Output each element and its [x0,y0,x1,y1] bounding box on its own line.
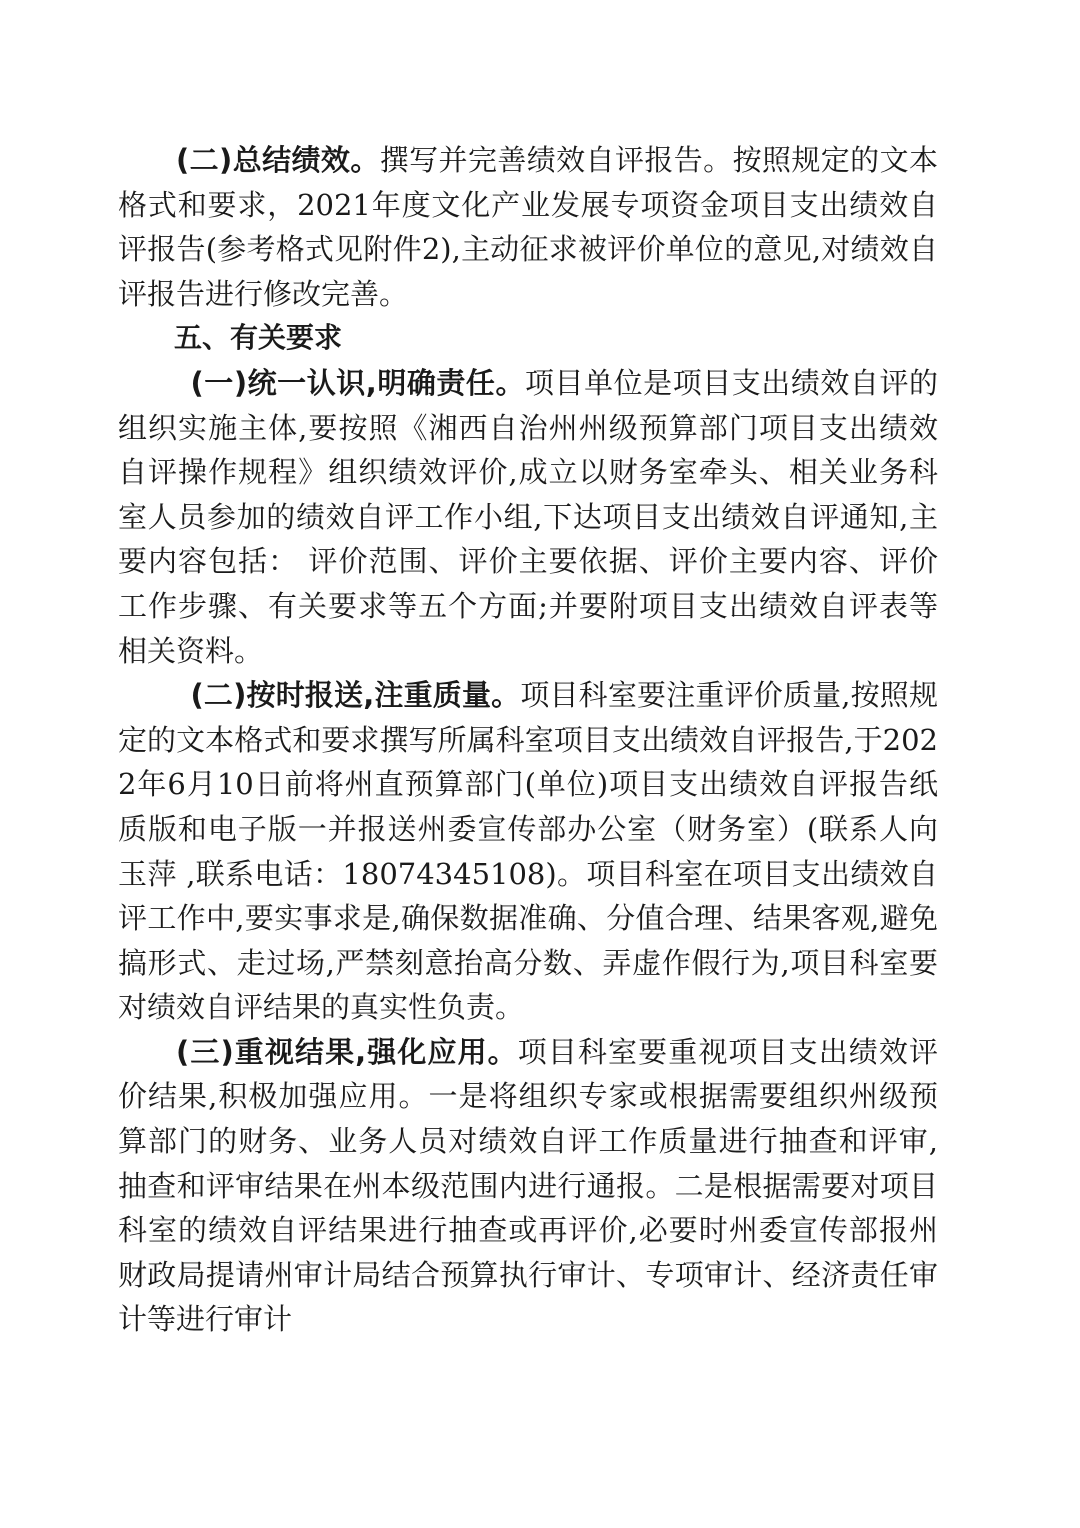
paragraph-lead: (三)重视结果,强化应用。 [176,1034,518,1069]
paragraph-timely-submission [118,673,938,1030]
paragraph-lead: (二)总结绩效。 [176,143,380,177]
paragraph-summarize-performance [118,138,938,316]
document-body [118,138,938,1342]
paragraph-text: 项目科室要重视项目支出绩效评价结果,积极加强应用。一是将组织专家或根据需要组织州级预算部门的财务、业务人员对绩效自评工作质量进行抽查和评审,抽查和评审结果在州本级范围内进行通报。二是根据需要对项目科室的绩效自评结果进行抽查或再评价,必要时州委宣传部报州财政局提请州审计局结合预算执行审计、专项审计、经济责任审计等进行审计 [118,1034,938,1337]
paragraph-unify-understanding [118,361,938,673]
section-heading: 五、有关要求 [174,321,343,355]
paragraph-text: 撰写并完善绩效自评报告。按照规定的文本格式和要求，2021年度文化产业发展专项资金项目支出绩效自评报告(参考格式见附件2),主动征求被评价单位的意见,对绩效自评报告进行修改完善。 [118,143,938,311]
paragraph-text: 项目单位是项目支出绩效自评的组织实施主体,要按照《湘西自治州州级预算部门项目支出绩效自评操作规程》组织绩效评价,成立以财务室牵头、相关业务科室人员参加的绩效自评工作小组,下达项目支出绩效自评通知,主要内容包括： 评价范围、评价主要依据、评价主要内容、评价工作步骤、有关要求等五个方面;并要附项目支出绩效自评表等相关资料。 [118,365,938,668]
paragraph-text: 项目科室要注重评价质量,按照规定的文本格式和要求撰写所属科室项目支出绩效自评报告,于2022年6月10日前将州直预算部门(单位)项目支出绩效自评报告纸质版和电子版一并报送州委宣传部办公室（财务室）(联系人向玉萍 ,联系电话：18074345108)。项目科室在项目支出绩效自评工作中,要实事求是,确保数据准确、分值合理、结果客观,避免搞形式、走过场,严禁刻意抬高分数、弄虚作假行为,项目科室要对绩效自评结果的真实性负责。 [118,678,938,1025]
paragraph-lead: (二)按时报送,注重质量。 [190,678,521,713]
paragraph-value-results [118,1030,938,1342]
paragraph-lead: (一)统一认识,明确责任。 [190,365,526,400]
